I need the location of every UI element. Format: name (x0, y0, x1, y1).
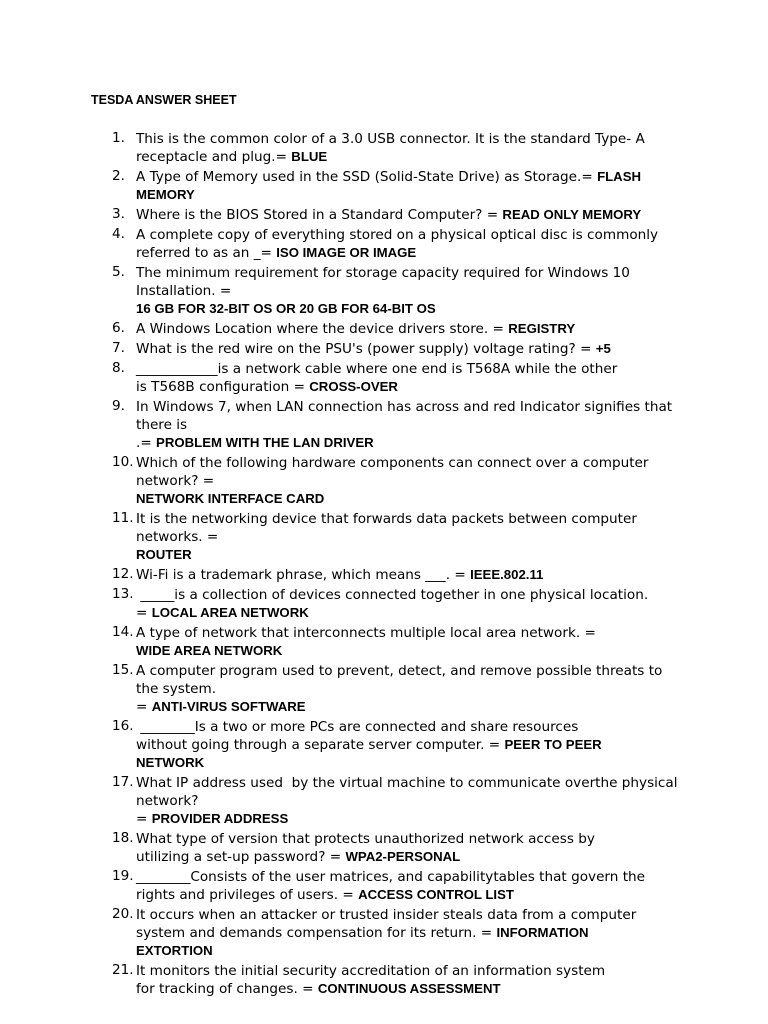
item-number: 4. (112, 226, 125, 242)
item-line (136, 774, 690, 792)
list-item (100, 168, 690, 204)
question-text: _____is a collection of devices connected together in one physical location. (136, 587, 649, 603)
question-text: system and demands compensation for its return. = (136, 925, 497, 941)
item-number: 7. (112, 340, 125, 356)
item-number: 14. (112, 624, 134, 640)
answer-text: PROBLEM WITH THE LAN DRIVER (156, 435, 374, 450)
item-line (136, 718, 690, 736)
answer-text: ACCESS CONTROL LIST (358, 887, 514, 902)
question-text: .= (136, 435, 157, 451)
question-text: Installation. = (136, 283, 232, 299)
item-line (136, 264, 690, 282)
question-text: Which of the following hardware components can connect over a computer (136, 455, 649, 471)
answer-text: EXTORTION (136, 943, 213, 958)
item-line (136, 736, 690, 754)
item-number: 19. (112, 868, 134, 884)
question-text: receptacle and plug.= (136, 149, 292, 165)
item-line (136, 924, 690, 942)
item-line (136, 226, 690, 244)
item-line (136, 148, 690, 166)
question-text: for tracking of changes. = (136, 981, 318, 997)
list-item (100, 130, 690, 166)
list-item (100, 566, 690, 584)
item-number: 17. (112, 774, 134, 790)
list-item (100, 226, 690, 262)
item-line (136, 340, 690, 358)
item-line (136, 830, 690, 848)
answer-text: ANTI-VIRUS SOFTWARE (151, 699, 306, 714)
item-line (136, 848, 690, 866)
item-line (136, 810, 690, 828)
answer-text: WPA2-PERSONAL (345, 849, 461, 864)
question-text: In Windows 7, when LAN connection has across and red Indicator signifies that (136, 399, 673, 415)
answer-text: PROVIDER ADDRESS (151, 811, 289, 826)
question-text: = (136, 699, 152, 715)
item-line (136, 566, 690, 584)
answer-text: +5 (595, 341, 611, 356)
question-text: ____________is a network cable where one end is T568A while the other (136, 361, 618, 377)
item-line (136, 186, 690, 204)
item-number: 10. (112, 454, 134, 470)
item-line (136, 244, 690, 262)
list-item (100, 906, 690, 960)
list-item (100, 320, 690, 338)
item-line (136, 546, 690, 564)
answer-text: BLUE (291, 149, 328, 164)
question-text: networks. = (136, 529, 219, 545)
item-number: 12. (112, 566, 134, 582)
question-text: without going through a separate server computer. = (136, 737, 505, 753)
question-text: Where is the BIOS Stored in a Standard Computer? = (136, 207, 503, 223)
question-text: utilizing a set-up password? = (136, 849, 346, 865)
item-line (136, 624, 690, 642)
item-line (136, 586, 690, 604)
answer-text: MEMORY (136, 187, 195, 202)
list-item (100, 360, 690, 396)
list-item (100, 586, 690, 622)
item-number: 5. (112, 264, 125, 280)
item-line (136, 906, 690, 924)
answer-text: IEEE.802.11 (470, 567, 544, 582)
item-line (136, 360, 690, 378)
page-title: TESDA ANSWER SHEET (91, 93, 237, 107)
question-text: the system. (136, 681, 217, 697)
list-item (100, 510, 690, 564)
item-line (136, 980, 690, 998)
answer-text: 16 GB FOR 32-BIT OS OR 20 GB FOR 64-BIT OS (136, 301, 436, 316)
item-line (136, 378, 690, 396)
question-text: network? (136, 793, 199, 809)
question-text: It occurs when an attacker or trusted insider steals data from a computer (136, 907, 637, 923)
question-text: is T568B configuration = (136, 379, 310, 395)
item-number: 11. (112, 510, 134, 526)
item-number: 13. (112, 586, 134, 602)
question-text: The minimum requirement for storage capacity required for Windows 10 (136, 265, 630, 281)
question-text: This is the common color of a 3.0 USB connector. It is the standard Type- A (136, 131, 645, 147)
list-item (100, 264, 690, 318)
list-item (100, 662, 690, 716)
answer-text: CROSS-OVER (309, 379, 398, 394)
answer-text: INFORMATION (496, 925, 589, 940)
item-line (136, 792, 690, 810)
answer-text: PEER TO PEER (504, 737, 602, 752)
item-line (136, 130, 690, 148)
item-line (136, 206, 690, 224)
item-line (136, 604, 690, 622)
item-line (136, 472, 690, 490)
list-item (100, 206, 690, 224)
item-number: 21. (112, 962, 134, 978)
list-item (100, 624, 690, 660)
item-number: 18. (112, 830, 134, 846)
item-line (136, 510, 690, 528)
question-text: A complete copy of everything stored on a physical optical disc is commonly (136, 227, 659, 243)
question-text: What is the red wire on the PSU's (power supply) voltage rating? = (136, 341, 596, 357)
question-text: network? = (136, 473, 215, 489)
item-number: 9. (112, 398, 125, 414)
question-text: It monitors the initial security accreditation of an information system (136, 963, 606, 979)
question-text: A Windows Location where the device drivers store. = (136, 321, 509, 337)
item-line (136, 282, 690, 300)
question-text: = (136, 811, 152, 827)
question-text: ________Consists of the user matrices, and capabilitytables that govern the (136, 869, 646, 885)
answer-text: ROUTER (136, 547, 192, 562)
item-line (136, 168, 690, 186)
item-number: 16. (112, 718, 134, 734)
item-line (136, 942, 690, 960)
item-number: 8. (112, 360, 125, 376)
item-number: 6. (112, 320, 125, 336)
item-line (136, 434, 690, 452)
question-text: ________Is a two or more PCs are connected and share resources (136, 719, 579, 735)
item-number: 1. (112, 130, 125, 146)
item-line (136, 962, 690, 980)
item-line (136, 490, 690, 508)
answer-text: WIDE AREA NETWORK (136, 643, 283, 658)
answer-text: NETWORK INTERFACE CARD (136, 491, 325, 506)
list-item (100, 718, 690, 772)
question-text: rights and privileges of users. = (136, 887, 359, 903)
item-line (136, 528, 690, 546)
question-text: = (136, 605, 152, 621)
answer-text: ISO IMAGE OR IMAGE (276, 245, 417, 260)
answer-list (100, 130, 690, 1000)
list-item (100, 962, 690, 998)
item-line (136, 868, 690, 886)
item-line (136, 754, 690, 772)
question-text: It is the networking device that forwards data packets between computer (136, 511, 637, 527)
list-item (100, 868, 690, 904)
answer-text: REGISTRY (508, 321, 576, 336)
item-number: 15. (112, 662, 134, 678)
item-line (136, 398, 690, 416)
answer-text: NETWORK (136, 755, 205, 770)
answer-text: FLASH (597, 169, 642, 184)
question-text: A type of network that interconnects multiple local area network. = (136, 625, 596, 641)
list-item (100, 830, 690, 866)
list-item (100, 340, 690, 358)
item-line (136, 886, 690, 904)
question-text: Wi-Fi is a trademark phrase, which means ___. = (136, 567, 471, 583)
item-line (136, 454, 690, 472)
item-line (136, 642, 690, 660)
item-line (136, 416, 690, 434)
item-line (136, 662, 690, 680)
item-line (136, 300, 690, 318)
item-line (136, 680, 690, 698)
item-line (136, 320, 690, 338)
question-text: What type of version that protects unauthorized network access by (136, 831, 595, 847)
item-line (136, 698, 690, 716)
list-item (100, 774, 690, 828)
question-text: What IP address used by the virtual machine to communicate overthe physical (136, 775, 678, 791)
question-text: there is (136, 417, 188, 433)
answer-text: CONTINUOUS ASSESSMENT (317, 981, 501, 996)
question-text: A computer program used to prevent, detect, and remove possible threats to (136, 663, 663, 679)
answer-text: READ ONLY MEMORY (502, 207, 642, 222)
item-number: 2. (112, 168, 125, 184)
item-number: 20. (112, 906, 134, 922)
answer-text: LOCAL AREA NETWORK (151, 605, 309, 620)
question-text: A Type of Memory used in the SSD (Solid-State Drive) as Storage.= (136, 169, 598, 185)
list-item (100, 398, 690, 452)
list-item (100, 454, 690, 508)
question-text: referred to as an _= (136, 245, 277, 261)
item-number: 3. (112, 206, 125, 222)
